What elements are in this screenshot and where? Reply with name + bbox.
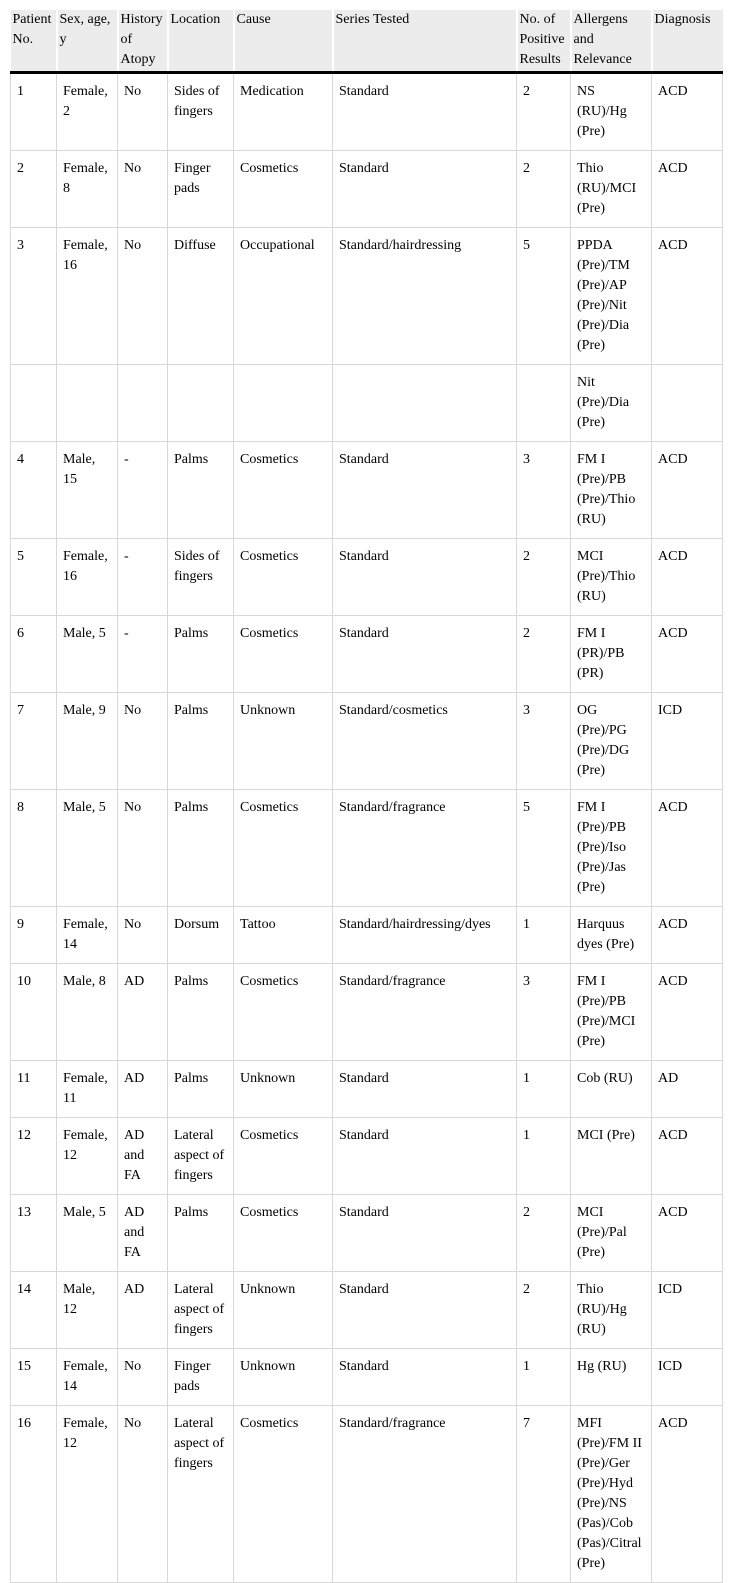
table-row bbox=[11, 1406, 723, 1583]
table-cell: FM I (Pre)/PB (Pre)/MCI (Pre) bbox=[571, 964, 652, 1061]
table-row bbox=[11, 365, 723, 442]
table-cell: Palms bbox=[168, 1195, 234, 1272]
table-cell: 1 bbox=[11, 73, 57, 151]
table-cell: Cosmetics bbox=[234, 1195, 333, 1272]
table-cell: Tattoo bbox=[234, 907, 333, 964]
table-cell: Standard/cosmetics bbox=[333, 693, 517, 790]
table-cell: 3 bbox=[517, 442, 571, 539]
column-header: Series Tested bbox=[333, 10, 517, 73]
table-cell: Finger pads bbox=[168, 1349, 234, 1406]
table-cell: Palms bbox=[168, 442, 234, 539]
table-row bbox=[11, 73, 723, 151]
table-cell: Unknown bbox=[234, 1061, 333, 1118]
table-cell: ACD bbox=[652, 1195, 723, 1272]
table-cell: 7 bbox=[517, 1406, 571, 1583]
table-cell: Standard/fragrance bbox=[333, 1406, 517, 1583]
column-header: Allergens and Relevance bbox=[571, 10, 652, 73]
table-cell: Female, 11 bbox=[57, 1061, 118, 1118]
table-cell: 2 bbox=[517, 73, 571, 151]
table-cell: 15 bbox=[11, 1349, 57, 1406]
table-cell: MFI (Pre)/FM II (Pre)/Ger (Pre)/Hyd (Pre)/NS (Pas)/Cob (Pas)/Citral (Pre) bbox=[571, 1406, 652, 1583]
table-cell: 16 bbox=[11, 1406, 57, 1583]
table-cell: Sides of fingers bbox=[168, 539, 234, 616]
table-cell: OG (Pre)/PG (Pre)/DG (Pre) bbox=[571, 693, 652, 790]
table-cell: Female, 16 bbox=[57, 228, 118, 365]
table-cell: Male, 5 bbox=[57, 790, 118, 907]
table-cell: Female, 12 bbox=[57, 1406, 118, 1583]
table-cell: No bbox=[118, 1406, 168, 1583]
table-cell: 1 bbox=[517, 907, 571, 964]
table-row bbox=[11, 616, 723, 693]
table-cell: ACD bbox=[652, 1406, 723, 1583]
table-cell: Female, 12 bbox=[57, 1118, 118, 1195]
table-cell bbox=[168, 365, 234, 442]
table-cell: Standard bbox=[333, 151, 517, 228]
table-cell: 8 bbox=[11, 790, 57, 907]
table-cell: ICD bbox=[652, 693, 723, 790]
table-cell: Standard bbox=[333, 73, 517, 151]
table-cell: Medication bbox=[234, 73, 333, 151]
table-cell: Finger pads bbox=[168, 151, 234, 228]
table-cell: ACD bbox=[652, 907, 723, 964]
table-cell: Unknown bbox=[234, 1272, 333, 1349]
table-cell: 5 bbox=[517, 228, 571, 365]
table-cell: ACD bbox=[652, 73, 723, 151]
table-cell: Occupational bbox=[234, 228, 333, 365]
table-cell: ACD bbox=[652, 1118, 723, 1195]
table-cell: 7 bbox=[11, 693, 57, 790]
table-cell: Hg (RU) bbox=[571, 1349, 652, 1406]
table-cell bbox=[333, 365, 517, 442]
table-cell: Lateral aspect of fingers bbox=[168, 1406, 234, 1583]
table-cell: 1 bbox=[517, 1349, 571, 1406]
table-cell bbox=[11, 365, 57, 442]
table-cell: - bbox=[118, 539, 168, 616]
table-cell: Thio (RU)/Hg (RU) bbox=[571, 1272, 652, 1349]
table-cell: Standard/fragrance bbox=[333, 790, 517, 907]
table-cell: Female, 2 bbox=[57, 73, 118, 151]
table-cell: Standard/hairdressing/dyes bbox=[333, 907, 517, 964]
table-cell: Male, 15 bbox=[57, 442, 118, 539]
table-cell: ACD bbox=[652, 151, 723, 228]
table-cell: Unknown bbox=[234, 1349, 333, 1406]
table-cell: 2 bbox=[517, 616, 571, 693]
table-cell: ACD bbox=[652, 228, 723, 365]
table-cell: Cosmetics bbox=[234, 442, 333, 539]
table-cell: 9 bbox=[11, 907, 57, 964]
table-cell: AD bbox=[118, 964, 168, 1061]
table-cell: Unknown bbox=[234, 693, 333, 790]
column-header: Sex, age, y bbox=[57, 10, 118, 73]
table-cell: Male, 12 bbox=[57, 1272, 118, 1349]
table-cell bbox=[57, 365, 118, 442]
table-cell: ACD bbox=[652, 790, 723, 907]
table-cell: 2 bbox=[517, 1195, 571, 1272]
table-cell: AD bbox=[118, 1272, 168, 1349]
table-row bbox=[11, 151, 723, 228]
column-header: Patient No. bbox=[11, 10, 57, 73]
table-cell: Cosmetics bbox=[234, 790, 333, 907]
table-cell: Dorsum bbox=[168, 907, 234, 964]
table-cell: No bbox=[118, 907, 168, 964]
table-cell: Cosmetics bbox=[234, 1118, 333, 1195]
table-cell: No bbox=[118, 228, 168, 365]
table-cell: Male, 5 bbox=[57, 616, 118, 693]
table-row bbox=[11, 1272, 723, 1349]
table-cell: Sides of fingers bbox=[168, 73, 234, 151]
table-row bbox=[11, 228, 723, 365]
table-row bbox=[11, 1195, 723, 1272]
table-cell: Female, 16 bbox=[57, 539, 118, 616]
table-cell: 3 bbox=[517, 964, 571, 1061]
table-cell: No bbox=[118, 693, 168, 790]
table-cell: Standard bbox=[333, 539, 517, 616]
table-cell: ICD bbox=[652, 1272, 723, 1349]
table-row bbox=[11, 693, 723, 790]
table-cell: ACD bbox=[652, 616, 723, 693]
table-cell: Lateral aspect of fingers bbox=[168, 1118, 234, 1195]
table-cell: ACD bbox=[652, 442, 723, 539]
table-cell: Lateral aspect of fingers bbox=[168, 1272, 234, 1349]
table-cell: 10 bbox=[11, 964, 57, 1061]
table-cell: MCI (Pre)/Thio (RU) bbox=[571, 539, 652, 616]
table-cell bbox=[517, 365, 571, 442]
table-row bbox=[11, 964, 723, 1061]
table-cell: Male, 5 bbox=[57, 1195, 118, 1272]
table-cell: 3 bbox=[517, 693, 571, 790]
table-cell: 5 bbox=[517, 790, 571, 907]
header-row bbox=[11, 10, 723, 73]
table-cell: Harquus dyes (Pre) bbox=[571, 907, 652, 964]
table-header bbox=[11, 10, 723, 73]
table-body bbox=[11, 73, 723, 1583]
table-row bbox=[11, 442, 723, 539]
table-cell: 1 bbox=[517, 1061, 571, 1118]
table-cell: AD bbox=[652, 1061, 723, 1118]
table-row bbox=[11, 1349, 723, 1406]
table-cell: FM I (Pre)/PB (Pre)/Iso (Pre)/Jas (Pre) bbox=[571, 790, 652, 907]
table-cell: 2 bbox=[517, 1272, 571, 1349]
table-cell: 1 bbox=[517, 1118, 571, 1195]
table-cell: 11 bbox=[11, 1061, 57, 1118]
table-cell: 13 bbox=[11, 1195, 57, 1272]
table-cell: 2 bbox=[11, 151, 57, 228]
table-cell: Female, 14 bbox=[57, 907, 118, 964]
table-cell: 4 bbox=[11, 442, 57, 539]
column-header: Cause bbox=[234, 10, 333, 73]
table-cell: Standard bbox=[333, 442, 517, 539]
table-cell: Female, 14 bbox=[57, 1349, 118, 1406]
table-cell: - bbox=[118, 442, 168, 539]
table-cell: Standard bbox=[333, 1195, 517, 1272]
table-cell: ACD bbox=[652, 964, 723, 1061]
table-cell: 2 bbox=[517, 151, 571, 228]
table-cell: No bbox=[118, 1349, 168, 1406]
table-cell bbox=[234, 365, 333, 442]
table-cell: Cosmetics bbox=[234, 1406, 333, 1583]
table-cell bbox=[118, 365, 168, 442]
table-cell: No bbox=[118, 790, 168, 907]
table-cell: Nit (Pre)/Dia (Pre) bbox=[571, 365, 652, 442]
table-cell: Cosmetics bbox=[234, 151, 333, 228]
table-cell: 2 bbox=[517, 539, 571, 616]
table-row bbox=[11, 1061, 723, 1118]
table-row bbox=[11, 907, 723, 964]
table-cell: Thio (RU)/MCI (Pre) bbox=[571, 151, 652, 228]
table-cell: Standard/fragrance bbox=[333, 964, 517, 1061]
table-cell: PPDA (Pre)/TM (Pre)/AP (Pre)/Nit (Pre)/Dia (Pre) bbox=[571, 228, 652, 365]
table-row bbox=[11, 539, 723, 616]
table-cell: Cosmetics bbox=[234, 616, 333, 693]
table-row bbox=[11, 790, 723, 907]
table-cell: Palms bbox=[168, 964, 234, 1061]
table-cell: Standard bbox=[333, 1118, 517, 1195]
table-cell: Standard/hairdressing bbox=[333, 228, 517, 365]
table-cell: Palms bbox=[168, 790, 234, 907]
column-header: History of Atopy bbox=[118, 10, 168, 73]
column-header: Diagnosis bbox=[652, 10, 723, 73]
table-cell: Cosmetics bbox=[234, 539, 333, 616]
table-cell: Cosmetics bbox=[234, 964, 333, 1061]
table-cell: - bbox=[118, 616, 168, 693]
table-cell: FM I (Pre)/PB (Pre)/Thio (RU) bbox=[571, 442, 652, 539]
table-cell: Palms bbox=[168, 1061, 234, 1118]
table-cell: Standard bbox=[333, 1349, 517, 1406]
table-cell: Palms bbox=[168, 693, 234, 790]
table-cell: NS (RU)/Hg (Pre) bbox=[571, 73, 652, 151]
table-cell: Diffuse bbox=[168, 228, 234, 365]
table-cell: 3 bbox=[11, 228, 57, 365]
table-cell: AD bbox=[118, 1061, 168, 1118]
table-cell: AD and FA bbox=[118, 1195, 168, 1272]
table-cell: Male, 9 bbox=[57, 693, 118, 790]
table-cell: 6 bbox=[11, 616, 57, 693]
table-cell: MCI (Pre)/Pal (Pre) bbox=[571, 1195, 652, 1272]
table-cell: ICD bbox=[652, 1349, 723, 1406]
table-cell: Cob (RU) bbox=[571, 1061, 652, 1118]
table-cell: 12 bbox=[11, 1118, 57, 1195]
table-row bbox=[11, 1118, 723, 1195]
table-cell: Palms bbox=[168, 616, 234, 693]
table-cell: ACD bbox=[652, 539, 723, 616]
table-cell: MCI (Pre) bbox=[571, 1118, 652, 1195]
table-cell: Standard bbox=[333, 616, 517, 693]
table-cell: 5 bbox=[11, 539, 57, 616]
table-cell: No bbox=[118, 73, 168, 151]
table-cell: Male, 8 bbox=[57, 964, 118, 1061]
table-cell: Female, 8 bbox=[57, 151, 118, 228]
table-cell bbox=[652, 365, 723, 442]
table-cell: Standard bbox=[333, 1272, 517, 1349]
table-cell: Standard bbox=[333, 1061, 517, 1118]
column-header: No. of Positive Results bbox=[517, 10, 571, 73]
table-cell: 14 bbox=[11, 1272, 57, 1349]
patient-table bbox=[10, 10, 723, 1583]
column-header: Location bbox=[168, 10, 234, 73]
table-cell: AD and FA bbox=[118, 1118, 168, 1195]
table-cell: FM I (PR)/PB (PR) bbox=[571, 616, 652, 693]
table-cell: No bbox=[118, 151, 168, 228]
